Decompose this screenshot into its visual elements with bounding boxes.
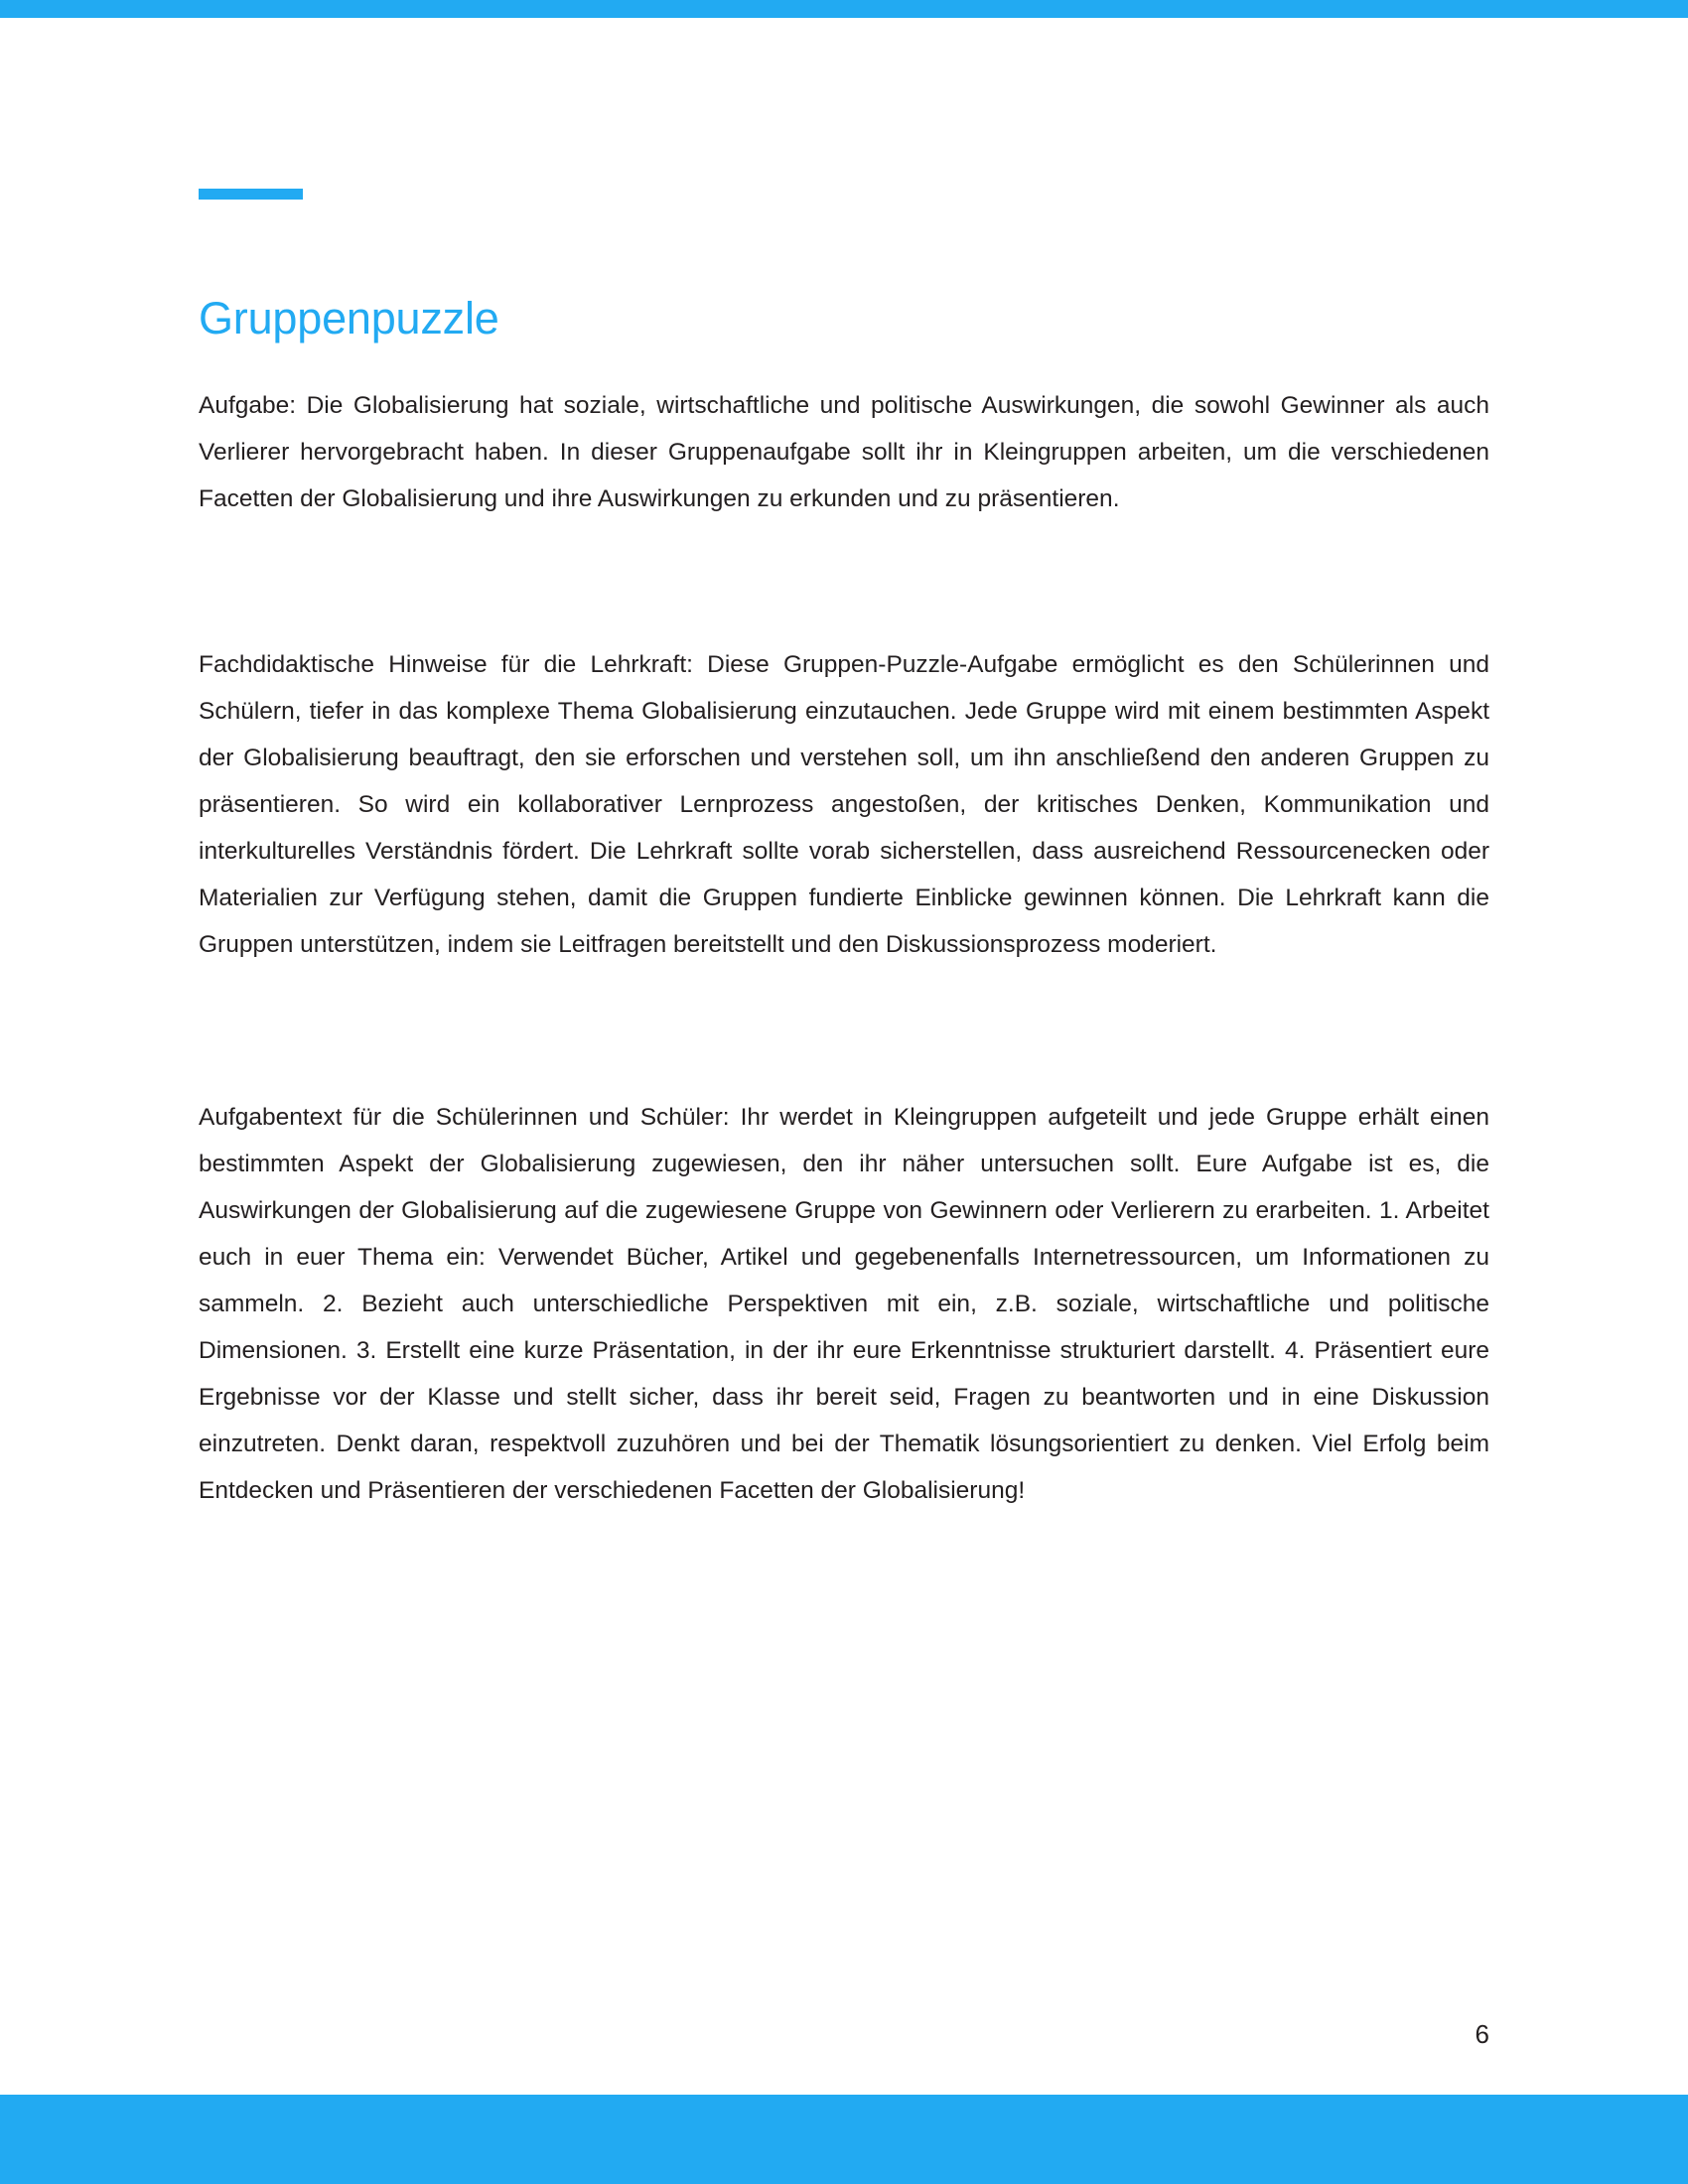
paragraph-assignment-intro: Aufgabe: Die Globalisierung hat soziale, wirtschaftliche und politische Auswirkungen, die sowohl Gewinner als auch Verlierer hervorgebracht haben. In dieser Gruppenaufgabe sollt ihr in Kleingruppen arbeiten, um die verschiedenen Facetten der Globalisierung und ihre Auswirkungen zu erkunden und zu präsentieren. bbox=[199, 392, 1489, 513]
page-number: 6 bbox=[1475, 2019, 1489, 2049]
paragraph-student-instructions: Aufgabentext für die Schülerinnen und Schüler: Ihr werdet in Kleingruppen aufgeteilt und jede Gruppe erhält einen bestimmten Aspekt der Globalisierung zugewiesen, den ihr näher untersuchen sollt. Eure Aufgabe ist es, die Auswirkungen der Globalisierung auf die zugewiesene Gruppe von Gewinnern oder Verlierern zu erarbeiten. 1. Arbeitet euch in euer Thema ein: Verwendet Bücher, Artikel und gegebenenfalls Internetressourcen, um Informationen zu sammeln. 2. Bezieht auch unterschiedliche Perspektiven mit ein, z.B. soziale, wirtschaftliche und politische Dimensionen. 3. Erstellt eine kurze Präsentation, in der ihr eure Erkenntnisse strukturiert darstellt. 4. Präsentiert eure Ergebnisse vor der Klasse und stellt sicher, dass ihr bereit seid, Fragen zu beantworten und in eine Diskussion einzutreten. Denkt daran, respektvoll zuzuhören und bei der Thematik lösungsorientiert zu denken. Viel Erfolg beim Entdecken und Präsentieren der verschiedenen Facetten der Globalisierung! bbox=[199, 1104, 1489, 1505]
paragraph-teacher-notes: Fachdidaktische Hinweise für die Lehrkraft: Diese Gruppen-Puzzle-Aufgabe ermöglicht es den Schülerinnen und Schülern, tiefer in das komplexe Thema Globalisierung einzutauchen. Jede Gruppe wird mit einem bestimmten Aspekt der Globalisierung beauftragt, den sie erforschen und verstehen soll, um ihn anschließend den anderen Gruppen zu präsentieren. So wird ein kollaborativer Lernprozess angestoßen, der kritisches Denken, Kommunikation und interkulturelles Verständnis fördert. Die Lehrkraft sollte vorab sicherstellen, dass ausreichend Ressourcenecken oder Materialien zur Verfügung stehen, damit die Gruppen fundierte Einblicke gewinnen können. Die Lehrkraft kann die Gruppen unterstützen, indem sie Leitfragen bereitstellt und den Diskussionsprozess moderiert. bbox=[199, 651, 1489, 959]
bottom-blue-band bbox=[0, 2095, 1688, 2184]
heading-accent-rule bbox=[199, 189, 303, 200]
page-title: Gruppenpuzzle bbox=[199, 293, 499, 343]
top-blue-band bbox=[0, 0, 1688, 18]
page-content bbox=[199, 294, 1489, 1514]
